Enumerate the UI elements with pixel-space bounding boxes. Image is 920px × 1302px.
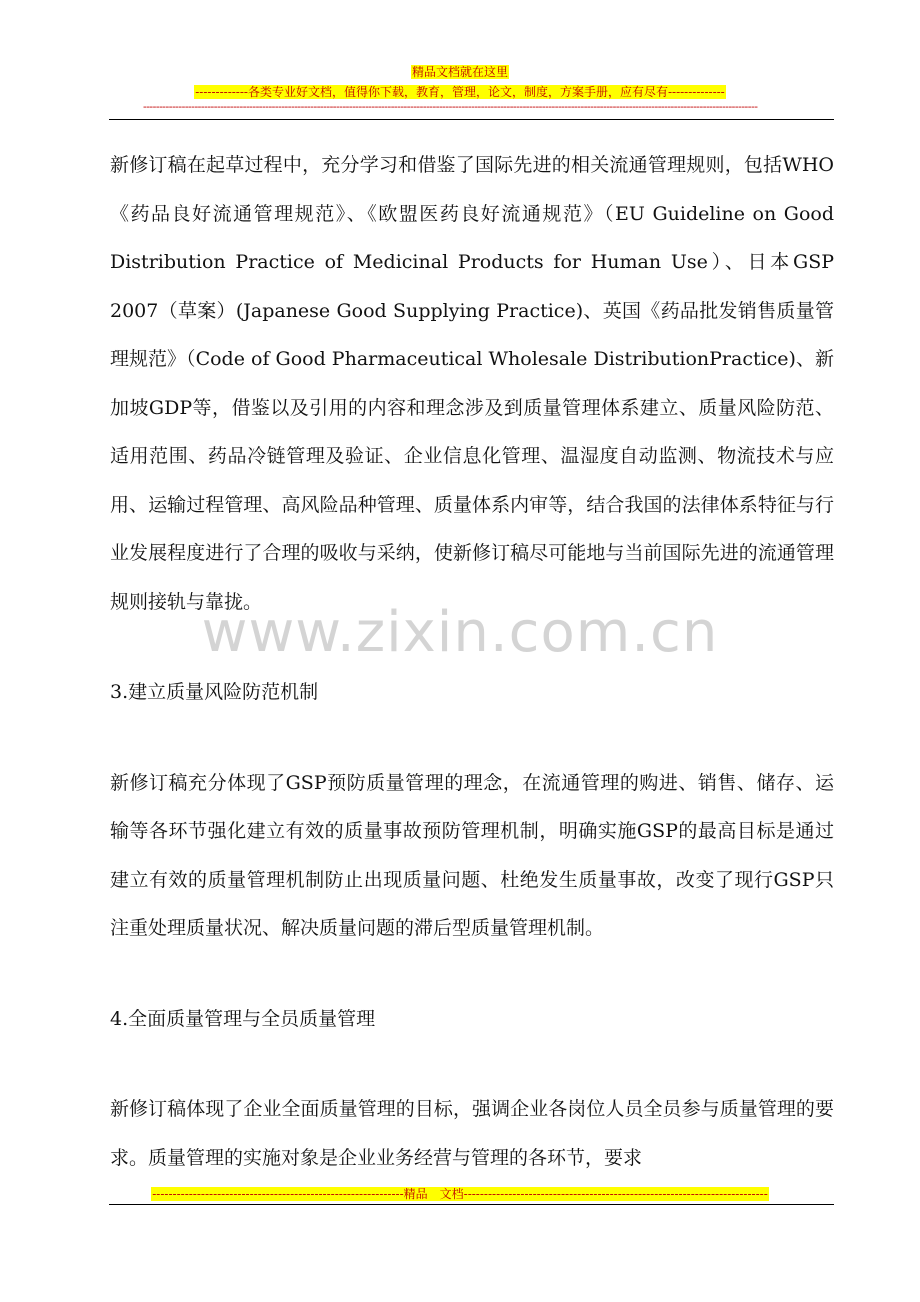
watermark: www.zixin.com.cn xyxy=(201,600,719,665)
section-heading-3: 3.建立质量风险防范机制 xyxy=(110,681,319,703)
document-body xyxy=(110,141,834,1182)
paragraph-intro: 新修订稿在起草过程中，充分学习和借鉴了国际先进的相关流通管理规则，包括WHO《药品良好流通管理规范》、《欧盟医药良好流通规范》（EU Guideline on Good Distribution Practice of Medicinal Products for Human Use）、日本GSP 2007（草案）(Japanese Good Supplying Practice)、英国《药品批发销售质量管理规范》（Code of Good Pharmaceutical Wholesale DistributionPractice)、新加坡GDP等，借鉴以及引用的内容和理念涉及到质量管理体系建立、质量风险防范、适用范围、药品冷链管理及验证、企业信息化管理、温湿度自动监测、物流技术与应用、运输过程管理、高风险品种管理、质量体系内审等，结合我国的法律体系特征与行业发展程度进行了合理的吸收与采纳，使新修订稿尽可能地与当前国际先进的流通管理规则接轨与靠拢。 xyxy=(110,154,834,613)
paragraph-risk-prevention: 新修订稿充分体现了GSP预防质量管理的理念，在流通管理的购进、销售、储存、运输等各环节强化建立有效的质量事故预防管理机制，明确实施GSP的最高目标是通过建立有效的质量管理机制防止出现质量问题、杜绝发生质量事故，改变了现行GSP只注重处理质量状况、解决质量问题的滞后型质量管理机制。 xyxy=(110,771,834,939)
footer-banner xyxy=(0,1186,920,1202)
paragraph-gap xyxy=(110,626,834,668)
paragraph-total-quality: 新修订稿体现了企业全面质量管理的目标，强调企业各岗位人员全员参与质量管理的要求。质量管理的实施对象是企业业务经营与管理的各环节，要求 xyxy=(110,1098,834,1169)
header-subtitle-text: -------------各类专业好文档，值得你下载，教育，管理，论文，制度，方案手册，应有尽有-------------- xyxy=(195,85,725,99)
header-rule xyxy=(109,119,834,120)
section-heading-4: 4.全面质量管理与全员质量管理 xyxy=(110,1007,376,1030)
paragraph-gap xyxy=(110,717,834,759)
header-dash-line: ----------------------------------------------------------------------------------------------------------------------------------------------------------------------------------------------- xyxy=(143,100,758,113)
footer-rule xyxy=(109,1204,834,1205)
paragraph-gap xyxy=(110,953,834,995)
paragraph-gap xyxy=(110,1043,834,1085)
header-subtitle xyxy=(0,84,920,100)
header-title xyxy=(0,65,920,80)
header-title-text: 精品文档就在这里 xyxy=(411,65,508,79)
footer-text: --------------------------------------------------------------精品 文档--------------------------------------------------------------------------- xyxy=(152,1187,768,1201)
